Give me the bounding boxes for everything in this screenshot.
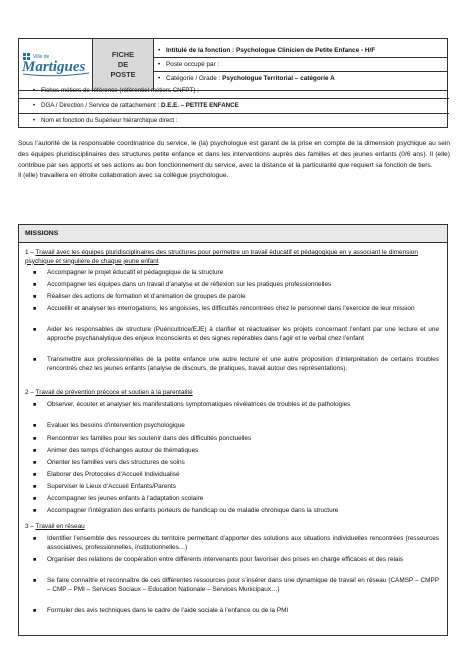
section-2-title: 2 – Travail de prévention précoce et soutien à la parentalité <box>25 389 193 396</box>
svg-text:Ville de: Ville de <box>33 54 50 60</box>
dga-row: • DGA / Direction / Service de rattachement : D.E.E. – PETITE ENFANCE <box>19 99 449 114</box>
svg-text:Martigues: Martigues <box>22 59 86 75</box>
list-item: ■ Orienter les familles vers des structures de soins <box>47 459 439 468</box>
logo-cell <box>19 39 93 91</box>
list-item: ■ Evaluer les besoins d’intervention psychologique <box>47 422 439 431</box>
list-item: ■ Formuler des avis techniques dans le cadre de l’aide sociale à l’enfance ou de la PMI <box>47 607 439 616</box>
list-item: ■ Accompagner les jeunes enfants à l’adaptation scolaire <box>47 495 439 504</box>
list-item: ■ Organiser des relations de coopération entre différents intervenants pour favoriser des prises en charge efficaces et des relais <box>47 556 439 565</box>
list-item: ■ Accompagner les équipes dans un travail d’analyse et de réflexion sur les pratiques professionnelles <box>47 281 439 290</box>
metiers-row: • Fiches métiers de référence (référentiel métiers CNFPT) : <box>19 84 449 99</box>
list-item: ■ Accueillir et analyser les interrogations, les angoisses, les difficultés rencontrées chez le personnel dans l’exercice de leur mission <box>47 305 439 314</box>
missions-heading: MISSIONS <box>19 225 447 243</box>
list-item: ■ Accompagner l’intégration des enfants porteurs de handicap ou de maladie chronique dans la structure <box>47 507 439 516</box>
fiche-de-poste-cell: FICHE DE POSTE <box>93 39 154 91</box>
section-3-title: 3 – Travail en réseau <box>25 523 85 530</box>
martigues-logo <box>19 39 92 85</box>
list-item: ■ Superviser le Lieux d’Accueil Enfants/Parents <box>47 483 439 492</box>
list-item: ■ Animer des temps d’échanges autour de thématiques <box>47 447 439 456</box>
list-item: ■ Observer, écouter et analyser les manifestations symptomatiques révélatrices de troubles et de pathologies <box>47 401 439 410</box>
poste-row: • Poste occupé par : <box>154 58 447 72</box>
list-item: ■ Transmettre aux professionnelles de la petite enfance une autre lecture et une autre proposition d’interprétation de certains troubles rencontrés chez les jeunes enfants (analyse de discours, de pratiques, travail autour des représentations). <box>47 356 439 373</box>
list-item: ■ Aider les responsables de structure (Puéricultrice/EJE) à clarifier et réactualiser les projets concernant l’enfant par une lecture et une approche psychanalytique des enjeux inconscients et des signes repérables dans l’agir et le verbal chez l’enfant <box>47 326 439 343</box>
list-item: ■ Rencontrer les familles pour les soutenir dans des difficultés ponctuelles <box>47 435 439 444</box>
info-box <box>18 84 448 128</box>
list-item: ■ Réaliser des actions de formation et d’animation de groupes de parole <box>47 293 439 302</box>
intro-paragraph-2: Il (elle) travaillera en étroite collaboration avec sa collègue psychologue. <box>18 172 229 180</box>
intitule-row: • Intitulé de la fonction : Psychologue Clinicien de Petite Enfance - H/F <box>154 44 447 58</box>
list-item: ■ Se faire connaître et reconnaître de ces différentes ressources pour s’insérer dans une dynamique de travail en réseau (CAMSP – CMPP – CMP – PMI – Services Sociaux – Education Nationale – Services Municipaux…) <box>47 577 439 594</box>
header-details <box>154 39 448 91</box>
missions-box <box>18 224 448 636</box>
list-item: ■ Elaborer des Protocoles d’Accueil Individualisé <box>47 471 439 480</box>
categorie-row: • Catégorie / Grade : Psychologue Territorial – catégorie A <box>158 75 335 82</box>
intro-text <box>18 139 450 182</box>
section-1-title: 1 – Travail avec les équipes pluridisciplinaires des structures pour permettre un travail éducatif et pédagogique en y associant le dimension psychique et singulière de chaque jeune enfant <box>25 249 418 265</box>
intro-paragraph-1: Sous l’autorité de la responsable coordinatrice du service, le (la) psychologue est garant de la prise en compte de la dimension psychique au sein des équipes pluridisciplinaires des structures petite enfance et dans les interventions auprès des familles et des jeunes enfants (0/6 ans). Il (elle) contribue par ses apports et ses actions au bon fonctionnement du service, avec la distance et la particularité que requiert sa fonction de tiers. <box>18 140 450 169</box>
list-item: ■ Identifier l’ensemble des ressources du territoire permettant d’apporter des solutions aux situations individuelles rencontrées (ressources associatives, professionnelles, institutionnelles…) <box>47 535 439 552</box>
superieur-row: • Nom et fonction du Supérieur hiérarchique direct : <box>33 117 178 124</box>
list-item: ■ Accompagner le projet éducatif et pédagogique de la structure <box>47 269 439 278</box>
